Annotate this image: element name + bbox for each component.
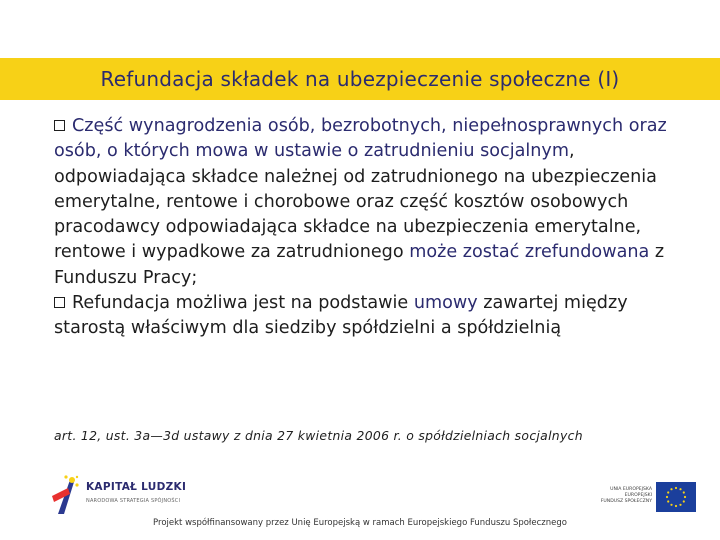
eu-star-icon (684, 496, 686, 498)
title-bar (0, 58, 720, 100)
eu-star-icon (675, 487, 677, 489)
eu-logo (600, 482, 700, 514)
checkbox-bullet-icon (54, 120, 65, 131)
bullet-1-text-b: z Funduszu Pracy; (54, 242, 665, 288)
eu-star-icon (675, 505, 677, 507)
eu-star-icon (667, 491, 669, 493)
eu-text-line-2: EUROPEJSKI (624, 493, 652, 498)
slide-title: Refundacja składek na ubezpieczenie społeczne (I) (100, 67, 620, 91)
eu-star-icon (683, 500, 685, 502)
eu-star-icon (679, 488, 681, 490)
bullet-1-highlight-a: Część wynagrodzenia osób, bezrobotnych, niepełnosprawnych oraz osób, o których mowa w ustawie o zatrudnieniu socjalnym (54, 116, 667, 162)
eu-logo-text (600, 487, 652, 505)
eu-text-line-3: FUNDUSZ SPOŁECZNY (600, 499, 652, 504)
eu-star-icon (670, 504, 672, 506)
footer-note: Projekt współfinansowany przez Unię Europejską w ramach Europejskiego Funduszu Społecznego (153, 518, 567, 528)
eu-text-line-1: UNIA EUROPEJSKA (610, 487, 652, 492)
eu-star-icon (679, 504, 681, 506)
eu-star-icon (666, 496, 668, 498)
bullet-2 (54, 291, 694, 342)
legal-citation: art. 12, ust. 3a—3d ustawy z dnia 27 kwietnia 2006 r. o spółdzielniach socjalnych (54, 428, 583, 443)
eu-star-icon (670, 488, 672, 490)
kapital-ludzki-logo (50, 474, 200, 518)
kapital-ludzki-emblem-icon (50, 474, 80, 514)
checkbox-bullet-icon (54, 297, 65, 308)
eu-star-icon (683, 491, 685, 493)
kapital-ludzki-subtitle: NARODOWA STRATEGIA SPÓJNOŚCI (86, 498, 181, 504)
bullet-1-text-a: , odpowiadająca składce należnej od zatrudnionego na ubezpieczenia emerytalne, rentowe i chorobowe oraz część kosztów osobowych pracodawcy odpowiadająca składce na ubezpieczenia emerytalne, rentowe i wypadkowe za zatrudnionego (54, 141, 657, 263)
eu-flag-icon (656, 482, 696, 512)
bullet-2-text-a: Refundacja możliwa jest na podstawie (72, 293, 414, 314)
bullet-2-highlight: umowy (413, 293, 478, 314)
bullet-1-highlight-b: może zostać zrefundowana (409, 242, 650, 263)
kapital-ludzki-name: KAPITAŁ LUDZKI (86, 481, 187, 493)
bullet-2-text-b: zawartej między starostą właściwym dla siedziby spółdzielni a spółdzielnią (54, 293, 628, 339)
slide-content (54, 114, 694, 342)
bullet-1 (54, 114, 694, 291)
eu-star-icon (667, 500, 669, 502)
